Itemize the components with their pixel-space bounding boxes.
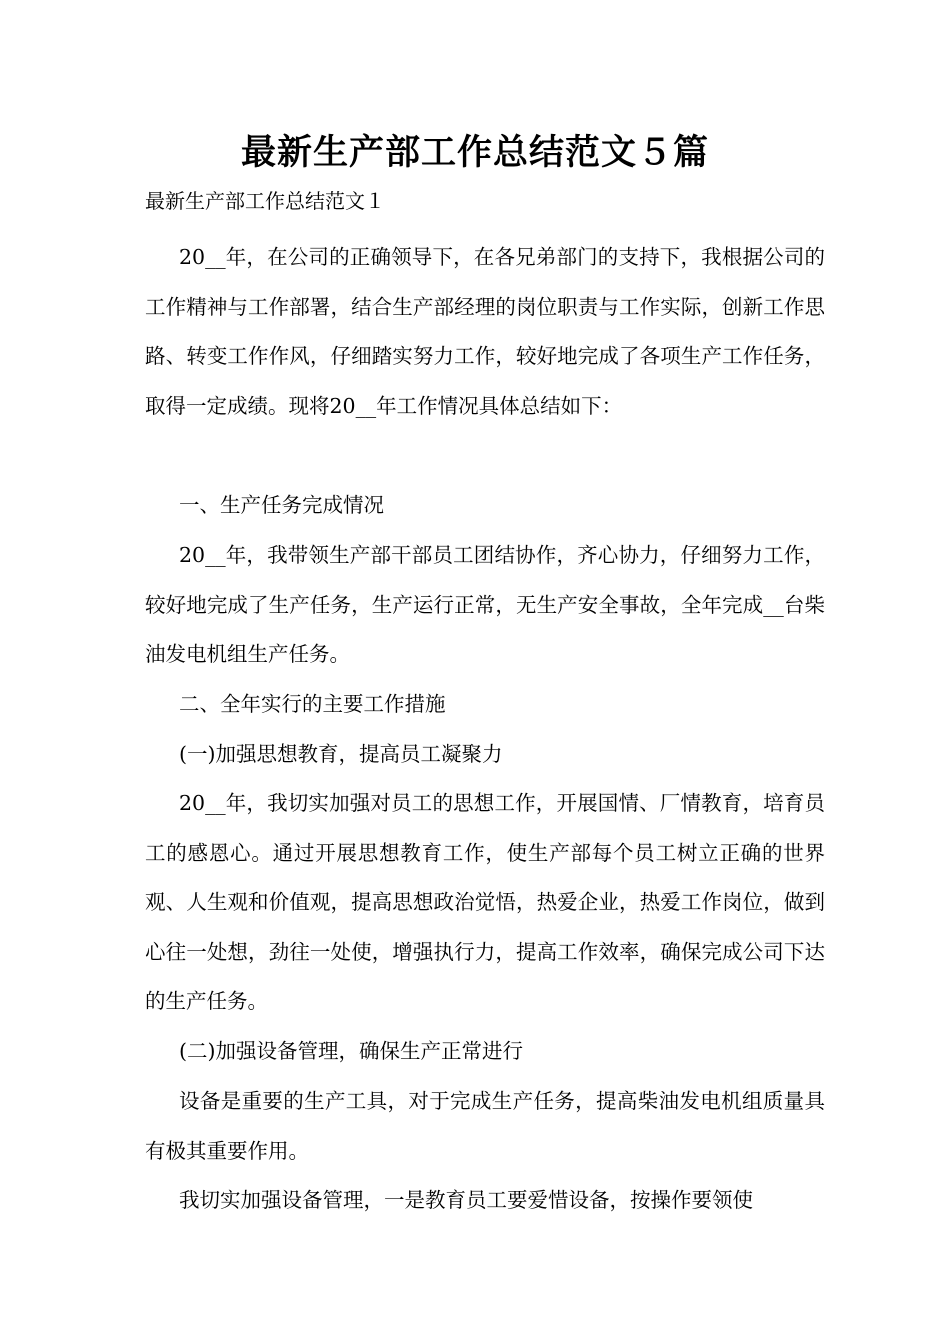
heading-subsection-2: (二)加强设备管理，确保生产正常进行 <box>179 1039 523 1063</box>
paragraph-subsection-1: 20__年，我切实加强对员工的思想工作，开展国情、厂情教育，培育员工的感恩心。通过开展思想教育工作，使生产部每个员工树立正确的世界观、人生观和价值观，提高思想政治觉悟，热爱企业，热爱工作岗位，做到心往一处想，劲往一处使，增强执行力，提高工作效率，确保完成公司下达的生产任务。 <box>145 791 825 1014</box>
paragraph-intro: 20__年，在公司的正确领导下，在各兄弟部门的支持下，我根据公司的工作精神与工作部署，结合生产部经理的岗位职责与工作实际，创新工作思路、转变工作作风，仔细踏实努力工作，较好地完成了各项生产工作任务，取得一定成绩。现将20__年工作情况具体总结如下： <box>145 245 825 418</box>
paragraph-equipment: 我切实加强设备管理，一是教育员工要爱惜设备，按操作要领使 <box>179 1188 753 1212</box>
heading-subsection-1: (一)加强思想教育，提高员工凝聚力 <box>179 742 503 766</box>
document-subtitle: 最新生产部工作总结范文１ <box>145 189 385 213</box>
paragraph-subsection-2: 设备是重要的生产工具，对于完成生产任务，提高柴油发电机组质量具有极其重要作用。 <box>145 1089 825 1163</box>
heading-section-1: 一、生产任务完成情况 <box>179 493 384 517</box>
document-title: 最新生产部工作总结范文５篇 <box>240 133 709 173</box>
paragraph-section-1: 20__年，我带领生产部干部员工团结协作，齐心协力，仔细努力工作，较好地完成了生产任务，生产运行正常，无生产安全事故，全年完成__台柴油发电机组生产任务。 <box>145 543 825 667</box>
heading-section-2: 二、全年实行的主要工作措施 <box>179 692 446 716</box>
